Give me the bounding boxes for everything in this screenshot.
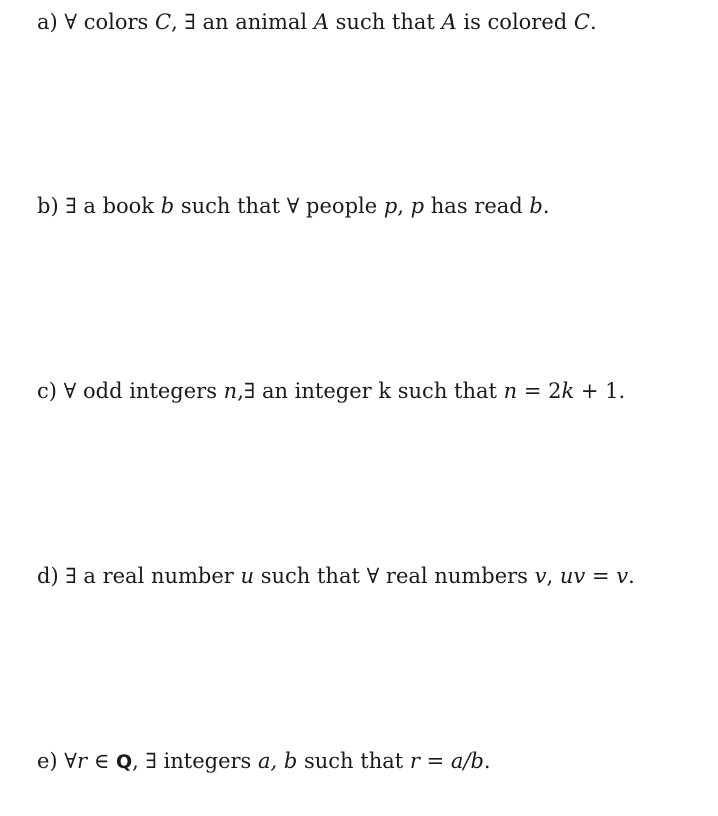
statement-d bbox=[37, 563, 635, 589]
statement-d-text: , bbox=[546, 564, 560, 588]
statement-b-text: , bbox=[397, 194, 411, 218]
statement-c-var: k bbox=[561, 379, 575, 403]
statement-c-var: n bbox=[223, 379, 238, 403]
statement-c-text: ∀ odd integers bbox=[56, 379, 224, 403]
statement-c bbox=[37, 378, 625, 404]
statement-d-text: such that ∀ real numbers bbox=[254, 564, 535, 588]
statement-a-var: A bbox=[313, 10, 329, 34]
statement-e-var: a/b bbox=[450, 749, 484, 773]
statement-e-text: ∀ bbox=[57, 749, 77, 773]
statement-b-text: . bbox=[542, 194, 550, 218]
statement-a-label: a) bbox=[37, 10, 58, 34]
statement-a-text: , ∃ an animal bbox=[171, 10, 314, 34]
statement-d-var: v bbox=[534, 564, 547, 588]
statement-e-var: r bbox=[409, 749, 420, 773]
statement-a-text: ∀ colors bbox=[57, 10, 155, 34]
statement-e-text: ∈ bbox=[87, 749, 116, 773]
statement-b-label: b) bbox=[37, 194, 59, 218]
statement-d-text: ∃ a real number bbox=[58, 564, 241, 588]
statement-d-label: d) bbox=[37, 564, 59, 588]
statement-e bbox=[37, 748, 491, 775]
statement-b-text: ∃ a book bbox=[58, 194, 161, 218]
statement-b-var: p bbox=[383, 194, 398, 218]
statement-a-var: C bbox=[573, 10, 590, 34]
statement-a-text: is colored bbox=[456, 10, 574, 34]
statement-b-text: has read bbox=[424, 194, 530, 218]
statement-a-text: such that bbox=[328, 10, 442, 34]
statement-c-text: = 2 bbox=[517, 379, 562, 403]
statement-d-var: v bbox=[616, 564, 629, 588]
statement-e-var: a, b bbox=[257, 749, 298, 773]
statement-e-label: e) bbox=[37, 749, 58, 773]
statement-e-text: . bbox=[483, 749, 491, 773]
statement-a-text: . bbox=[589, 10, 597, 34]
statement-c-text: ,∃ an integer k such that bbox=[237, 379, 504, 403]
statement-d-text: . bbox=[628, 564, 635, 588]
statement-e-text: = bbox=[419, 749, 451, 773]
rationals-symbol: Q bbox=[115, 751, 133, 773]
statement-b-var: b bbox=[529, 194, 543, 218]
statement-b-var: p bbox=[410, 194, 425, 218]
statement-c-text: + 1. bbox=[574, 379, 626, 403]
statement-d-var: uv bbox=[559, 564, 586, 588]
statement-d-var: u bbox=[240, 564, 255, 588]
statement-e-var: r bbox=[76, 749, 88, 773]
statement-e-text: such that bbox=[297, 749, 410, 773]
statement-c-label: c) bbox=[37, 379, 57, 403]
statement-a-var: C bbox=[155, 10, 172, 34]
statement-b bbox=[37, 193, 550, 219]
statement-d-text: = bbox=[585, 564, 617, 588]
statement-a-var: A bbox=[441, 10, 457, 34]
statement-b-var: b bbox=[160, 194, 175, 218]
statement-e-text: , ∃ integers bbox=[132, 749, 258, 773]
statement-c-var: n bbox=[503, 379, 518, 403]
statement-a bbox=[37, 9, 597, 35]
statement-b-text: such that ∀ people bbox=[174, 194, 384, 218]
